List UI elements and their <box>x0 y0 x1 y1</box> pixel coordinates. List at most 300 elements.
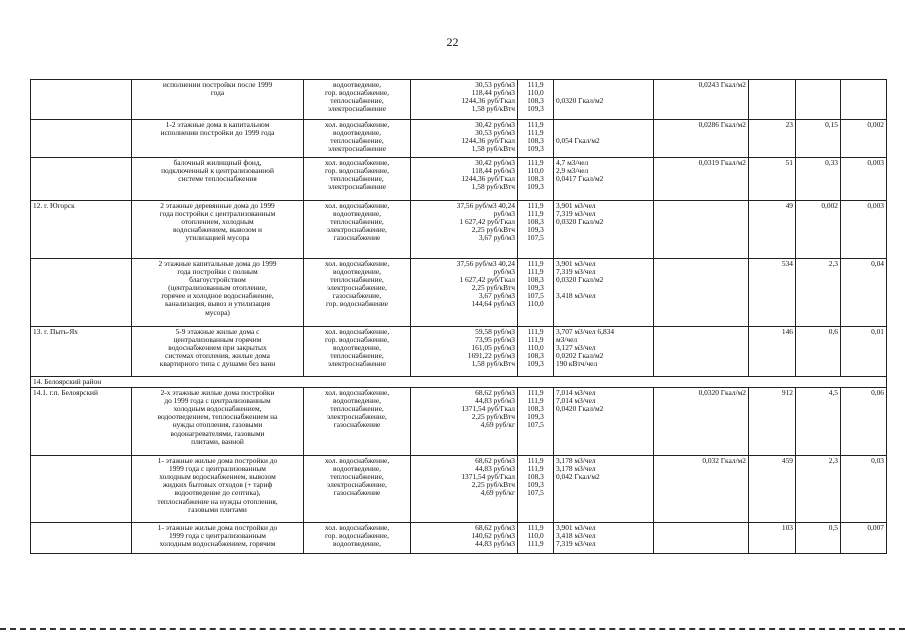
cell-line: 1,58 руб/кВтч <box>471 359 515 369</box>
cell-line: 108,3 <box>527 275 544 285</box>
cell-line: водоотведением, теплоснабжением на <box>157 412 278 422</box>
cell-line: водонагревателями, газовыми <box>170 428 265 438</box>
cell-c7 <box>654 456 749 523</box>
cell-line: 109,3 <box>527 412 544 422</box>
table-row <box>31 201 887 259</box>
cell-c6 <box>554 388 654 456</box>
cell-c3 <box>304 327 411 377</box>
cell-line: 30,42 руб/м3 <box>475 120 515 129</box>
cell-c6 <box>554 201 654 259</box>
cell-line: водоснабжением при закрытых <box>168 343 267 353</box>
tariff-table <box>30 79 887 554</box>
cell-line: 108,3 <box>527 96 544 106</box>
cell-text: 146 <box>781 327 793 336</box>
cell-c8 <box>749 120 796 158</box>
cell-line: системах отопления, жилые дома <box>165 351 270 361</box>
cell-c3 <box>304 388 411 456</box>
cell-line: водоотведение, <box>333 396 381 406</box>
cell-line <box>556 121 651 129</box>
cell-line: 3,127 м3/чел <box>556 343 596 353</box>
cell-line: 30,42 руб/м3 <box>475 158 515 167</box>
cell-c9 <box>796 327 841 377</box>
cell-text: 2,3 <box>828 259 838 268</box>
cell-c6 <box>554 259 654 327</box>
cell-line: газоснабжение, <box>332 291 382 301</box>
cell-line: руб/м3 <box>493 267 515 277</box>
cell-line: 111,9 <box>527 158 544 167</box>
cell-c10 <box>841 388 887 456</box>
cell-text: 0,04 <box>871 259 884 268</box>
region-header-row <box>31 377 887 388</box>
cell-line: 107,5 <box>527 488 544 498</box>
cell-line: теплоснабжение, <box>330 96 384 106</box>
cell-line: 1371,54 руб/Гкал <box>461 472 515 482</box>
cell-line: 68,62 руб/м3 <box>475 523 515 533</box>
cell-c8 <box>749 201 796 259</box>
cell-line: исполнении постройки до 1999 года <box>160 128 275 138</box>
cell-text: 0,01 <box>871 327 884 336</box>
cell-line: 0,0417 Гкал/м2 <box>556 174 604 184</box>
cell-line: 111,9 <box>527 128 544 138</box>
cell-line: газовыми плитами <box>188 504 247 514</box>
cell-line: 0,042 Гкал/м2 <box>556 472 600 482</box>
cell-text: 51 <box>785 158 793 167</box>
cell-c6 <box>554 456 654 523</box>
cell-c7 <box>654 523 749 554</box>
table-row <box>31 327 887 377</box>
cell-line: 30,53 руб/м3 <box>475 128 515 138</box>
table-row <box>31 120 887 158</box>
cell-line: хол. водоснабжение, <box>324 388 390 398</box>
cell-line: 111,9 <box>527 80 544 89</box>
cell-line: холодным водоснабжением, вывозом <box>159 472 276 482</box>
cell-c7 <box>654 120 749 158</box>
cell-c4 <box>411 456 518 523</box>
cell-c9 <box>796 158 841 201</box>
cell-line: 111,9 <box>527 388 544 398</box>
cell-line: 1244,36 руб/Гкал <box>461 96 515 106</box>
cell-c2 <box>132 259 304 327</box>
cell-line: 7,319 м3/чел <box>556 209 596 219</box>
cell-line: 3,178 м3/чел <box>556 464 596 474</box>
cell-c9 <box>796 80 841 120</box>
cell-line: гор. водоснабжение, <box>325 166 389 176</box>
cell-c8 <box>749 259 796 327</box>
cell-line: 3,418 м3/чел <box>556 531 596 541</box>
cell-text: 0,003 <box>867 158 884 167</box>
cell-c6 <box>554 80 654 120</box>
cell-c3 <box>304 523 411 554</box>
cell-line: системе теплоснабжения <box>178 174 257 184</box>
cell-line: 59,58 руб/м3 <box>475 327 515 336</box>
cell-line: электроснабжение <box>328 182 386 192</box>
cell-line: подключенный к централизованной <box>161 166 274 176</box>
cell-c1 <box>31 120 132 158</box>
cell-c1 <box>31 80 132 120</box>
cell-line: горячее и холодное водоснабжение, <box>161 291 274 301</box>
cell-line: хол. водоснабжение, <box>324 523 390 533</box>
cell-line: 107,5 <box>527 420 544 430</box>
cell-line: 4,7 м3/чел <box>556 158 589 167</box>
cell-c1 <box>31 201 132 259</box>
cell-line: 44,83 руб/м3 <box>475 539 515 549</box>
cell-c10 <box>841 456 887 523</box>
cell-line: 111,9 <box>527 396 544 406</box>
page-number: 22 <box>446 35 459 49</box>
cell-c5 <box>518 158 554 201</box>
cell-c1 <box>31 259 132 327</box>
cell-line: холодным водоснабжением, <box>173 404 262 414</box>
cell-line: 108,3 <box>527 472 544 482</box>
cell-line: 111,9 <box>527 335 544 345</box>
cell-line: 30,53 руб/м3 <box>475 80 515 89</box>
cell-c10 <box>841 201 887 259</box>
cell-text: 0,007 <box>867 523 884 533</box>
cell-line: водоотведение, <box>333 464 381 474</box>
cell-line: теплоснабжение, <box>330 472 384 482</box>
cell-line: 1- этажные жилые дома постройки до <box>157 456 278 466</box>
cell-line <box>556 234 651 242</box>
cell-line: года <box>210 88 225 98</box>
cell-c8 <box>749 80 796 120</box>
cell-c7 <box>654 158 749 201</box>
cell-c2 <box>132 523 304 554</box>
cell-line: водоснабжением, вывозом и <box>172 225 262 235</box>
cell-line: электроснабжение, <box>327 283 387 293</box>
cell-line: 2 этажные деревянные дома до 1999 <box>160 201 275 210</box>
cell-c2 <box>132 80 304 120</box>
cell-line: 118,44 руб/м3 <box>471 88 515 98</box>
cell-line: 109,3 <box>527 144 544 154</box>
cell-line: 118,44 руб/м3 <box>471 166 515 176</box>
cell-line <box>556 81 651 89</box>
cell-line <box>556 481 651 489</box>
cell-line: 3,901 м3/чел <box>556 259 596 268</box>
cell-line: 0,0320 Гкал/м2 <box>556 275 604 285</box>
cell-line: хол. водоснабжение, <box>324 120 390 129</box>
cell-line: теплоснабжение, <box>330 404 384 414</box>
cell-c4 <box>411 201 518 259</box>
cell-line: 110,0 <box>527 531 544 541</box>
cell-line: теплоснабжение, <box>330 275 384 285</box>
cell-line: 190 кВтч/чел <box>556 359 598 369</box>
cell-text: 0,003 <box>867 201 884 210</box>
cell-c4 <box>411 158 518 201</box>
cell-line: 1371,54 руб/Гкал <box>461 404 515 414</box>
cell-c1 <box>31 523 132 554</box>
cell-line: 37,56 руб/м3 40,24 <box>456 201 515 210</box>
cell-line: 0,054 Гкал/м2 <box>556 136 600 146</box>
cell-line: мусора) <box>205 307 230 317</box>
cell-line: электроснабжение <box>328 104 386 114</box>
cell-line: 1,58 руб/кВтч <box>471 144 515 154</box>
cell-line: 3,707 м3/чел 6,834 <box>556 327 615 336</box>
cell-line: 1,58 руб/кВтч <box>471 182 515 192</box>
cell-c7 <box>654 201 749 259</box>
cell-line: нужды отопления, газовыми <box>172 420 263 430</box>
cell-c9 <box>796 259 841 327</box>
cell-line: 1999 года с централизованным <box>169 531 266 541</box>
cell-line: (централизованным отопление, <box>168 283 267 293</box>
cell-line: газоснабжение <box>333 488 381 498</box>
cell-line: 7,014 м3/чел <box>556 396 596 406</box>
cell-c7 <box>654 80 749 120</box>
cell-line: 2-х этажные жилые дома постройки <box>160 388 275 398</box>
cell-line: до 1999 года с централизованным <box>164 396 271 406</box>
cell-c4 <box>411 523 518 554</box>
cell-text: 4,5 <box>828 388 838 398</box>
cell-line: 111,9 <box>527 267 544 277</box>
cell-line <box>556 413 651 421</box>
cell-line: квартирного типа с душами без ванн <box>159 359 276 369</box>
cell-line: централизованным горячим <box>173 335 262 345</box>
cell-line <box>556 489 651 497</box>
cell-line: хол. водоснабжение, <box>324 327 390 336</box>
cell-text: 459 <box>781 456 793 466</box>
cell-text: 0,0320 Гкал/м2 <box>698 388 746 398</box>
cell-line: теплоснабжение, <box>330 351 384 361</box>
cell-text: 2,3 <box>828 456 838 466</box>
cell-line: м3/чел <box>556 335 578 345</box>
cell-text: 12. г. Югорск <box>33 201 75 210</box>
cell-line: водоотведение до септика), <box>174 488 261 498</box>
cell-line: 68,62 руб/м3 <box>475 456 515 466</box>
cell-line: 107,5 <box>527 233 544 243</box>
cell-line: 109,3 <box>527 480 544 490</box>
cell-text: 0,5 <box>828 523 838 533</box>
cell-c8 <box>749 158 796 201</box>
cell-line: электроснабжение, <box>327 225 387 235</box>
cell-line <box>556 421 651 429</box>
cell-line: 0,0320 Гкал/м2 <box>556 96 604 106</box>
table-body <box>31 80 887 554</box>
cell-line: руб/м3 <box>493 209 515 219</box>
region-title: 14. Белоярский район <box>31 377 887 388</box>
cell-line <box>556 145 651 153</box>
table-row <box>31 456 887 523</box>
cell-line: хол. водоснабжение, <box>324 201 390 210</box>
cell-c1 <box>31 327 132 377</box>
cell-text: 49 <box>785 201 793 210</box>
cell-c4 <box>411 327 518 377</box>
cell-c4 <box>411 388 518 456</box>
cell-text: 103 <box>781 523 793 533</box>
cell-line: 108,3 <box>527 217 544 227</box>
cell-c8 <box>749 388 796 456</box>
cell-c3 <box>304 201 411 259</box>
cell-c4 <box>411 259 518 327</box>
cell-line: теплоснабжение, <box>330 174 384 184</box>
cell-line: водоотведение, <box>333 209 381 219</box>
cell-text: 0,002 <box>821 201 838 210</box>
cell-line: теплоснабжение на нужды отопления, <box>157 496 278 506</box>
cell-line: 4,69 руб/кг <box>480 420 515 430</box>
cell-line: водоотведение, <box>333 128 381 138</box>
cell-line: хол. водоснабжение, <box>324 259 390 268</box>
cell-line: 73,95 руб/м3 <box>475 335 515 345</box>
cell-line: плитами, ванной <box>191 436 244 446</box>
cell-line: 111,9 <box>527 201 544 210</box>
cell-text: 534 <box>781 259 793 268</box>
cell-text: 0,06 <box>871 388 884 398</box>
cell-line: 109,3 <box>527 359 544 369</box>
cell-line: 111,9 <box>527 209 544 219</box>
cell-line: 109,3 <box>527 283 544 293</box>
cell-c9 <box>796 120 841 158</box>
cell-c5 <box>518 327 554 377</box>
cell-c5 <box>518 201 554 259</box>
cell-line: 4,69 руб/кг <box>480 488 515 498</box>
cell-c5 <box>518 259 554 327</box>
cell-line: балочный жилищный фонд, <box>173 158 262 167</box>
table-row <box>31 523 887 554</box>
cell-line: 140,62 руб/м3 <box>471 531 515 541</box>
cell-line: гор. водоснабжение <box>325 299 389 309</box>
cell-text: 13. г. Пыть-Ях <box>33 327 78 336</box>
cell-line: 108,3 <box>527 136 544 146</box>
cell-text: 0,6 <box>828 327 838 336</box>
cell-c3 <box>304 80 411 120</box>
cell-line: 111,9 <box>527 464 544 474</box>
cell-line: 161,05 руб/м3 <box>471 343 515 353</box>
cell-line: 1691,22 руб/м3 <box>467 351 515 361</box>
cell-line: хол. водоснабжение, <box>324 456 390 466</box>
cell-line: 0,0420 Гкал/м2 <box>556 404 604 414</box>
cell-line: 1,58 руб/кВтч <box>471 104 515 114</box>
cell-c5 <box>518 80 554 120</box>
cell-c1 <box>31 158 132 201</box>
cell-text: 0,33 <box>825 158 838 167</box>
cell-line: 1244,36 руб/Гкал <box>461 136 515 146</box>
cell-c10 <box>841 327 887 377</box>
cell-line: 108,3 <box>527 174 544 184</box>
cell-text: 0,0286 Гкал/м2 <box>698 120 746 129</box>
cell-c3 <box>304 456 411 523</box>
cell-line: газоснабжение <box>333 233 381 243</box>
cell-c4 <box>411 120 518 158</box>
cell-line: 108,3 <box>527 404 544 414</box>
cell-line: 3,178 м3/чел <box>556 456 596 466</box>
cell-line: теплоснабжение, <box>330 136 384 146</box>
cell-line: 7,319 м3/чел <box>556 539 596 549</box>
cell-c10 <box>841 523 887 554</box>
table-row <box>31 80 887 120</box>
cell-line: 107,5 <box>527 291 544 301</box>
cell-line: электроснабжение <box>328 144 386 154</box>
cell-line: 2,9 м3/чел <box>556 166 589 176</box>
table-row <box>31 158 887 201</box>
cell-line: 2,25 руб/кВтч <box>471 283 515 293</box>
cell-line: 109,3 <box>527 225 544 235</box>
cell-c2 <box>132 120 304 158</box>
cell-line: благоустройством <box>189 275 246 285</box>
cell-line: 68,62 руб/м3 <box>475 388 515 398</box>
cell-line: 7,319 м3/чел <box>556 267 596 277</box>
cell-text: 0,032 Гкал/м2 <box>702 456 746 466</box>
cell-line: 2,25 руб/кВтч <box>471 225 515 235</box>
cell-c1 <box>31 456 132 523</box>
cell-line: 2,25 руб/кВтч <box>471 412 515 422</box>
cell-line: водоотведение, <box>333 343 381 353</box>
cell-c3 <box>304 259 411 327</box>
cell-c2 <box>132 201 304 259</box>
page-bottom-rule <box>0 628 905 630</box>
cell-line: 144,64 руб/м3 <box>471 299 515 309</box>
cell-line: 0,0320 Гкал/м2 <box>556 217 604 227</box>
cell-line: 111,9 <box>527 120 544 129</box>
cell-text: 0,0243 Гкал/м2 <box>698 80 746 89</box>
cell-c6 <box>554 327 654 377</box>
cell-line: 1999 года с централизованным <box>169 464 266 474</box>
cell-line: утилизацией мусора <box>185 233 250 243</box>
cell-line: 2 этажные капитальные дома до 1999 <box>158 259 277 268</box>
cell-line: газоснабжение <box>333 420 381 430</box>
cell-line: 1 627,42 руб/Гкал <box>459 275 515 285</box>
cell-line <box>556 105 651 113</box>
cell-c4 <box>411 80 518 120</box>
cell-c2 <box>132 158 304 201</box>
cell-line: 108,3 <box>527 351 544 361</box>
cell-line: 110,0 <box>527 343 544 353</box>
cell-line: 110,0 <box>527 88 544 98</box>
cell-c5 <box>518 388 554 456</box>
cell-c5 <box>518 120 554 158</box>
cell-line: водоотведение, <box>333 539 381 549</box>
cell-c7 <box>654 259 749 327</box>
cell-text: 0,0319 Гкал/м2 <box>698 158 746 167</box>
cell-text: 0,002 <box>867 120 884 129</box>
cell-c8 <box>749 327 796 377</box>
cell-line: года постройки с полным <box>177 267 258 277</box>
cell-c2 <box>132 388 304 456</box>
cell-line: 110,0 <box>527 299 544 309</box>
cell-c10 <box>841 80 887 120</box>
cell-c3 <box>304 120 411 158</box>
cell-line: водоотведение, <box>333 80 381 89</box>
cell-text: 0,03 <box>871 456 884 466</box>
cell-c9 <box>796 201 841 259</box>
cell-line: электроснабжение, <box>327 480 387 490</box>
cell-c2 <box>132 456 304 523</box>
cell-line: 3,67 руб/м3 <box>478 233 515 243</box>
cell-c6 <box>554 158 654 201</box>
cell-line <box>556 226 651 234</box>
cell-text: 23 <box>785 120 793 129</box>
cell-c10 <box>841 120 887 158</box>
cell-line: хол. водоснабжение, <box>324 158 390 167</box>
cell-c2 <box>132 327 304 377</box>
cell-line: 3,901 м3/чел <box>556 523 596 533</box>
cell-line <box>556 183 651 191</box>
cell-text: 14.1. г.п. Белоярский <box>33 388 98 398</box>
cell-line: жидких бытовых отходов (+ тариф <box>162 480 273 490</box>
cell-line: гор. водоснабжение, <box>325 335 389 345</box>
cell-c3 <box>304 158 411 201</box>
cell-line: 1- этажные жилые дома постройки до <box>157 523 278 533</box>
cell-c5 <box>518 456 554 523</box>
cell-line: 3,67 руб/м3 <box>478 291 515 301</box>
cell-line: 3,901 м3/чел <box>556 201 596 210</box>
cell-line: 0,0202 Гкал/м2 <box>556 351 604 361</box>
cell-text: 912 <box>781 388 793 398</box>
cell-c9 <box>796 456 841 523</box>
cell-line: канализация, вывоз и утилизация <box>164 299 271 309</box>
cell-line: гор. водоснабжение, <box>325 531 389 541</box>
cell-c9 <box>796 523 841 554</box>
cell-line: года постройки с централизованным <box>159 209 276 219</box>
cell-c7 <box>654 388 749 456</box>
cell-c8 <box>749 456 796 523</box>
